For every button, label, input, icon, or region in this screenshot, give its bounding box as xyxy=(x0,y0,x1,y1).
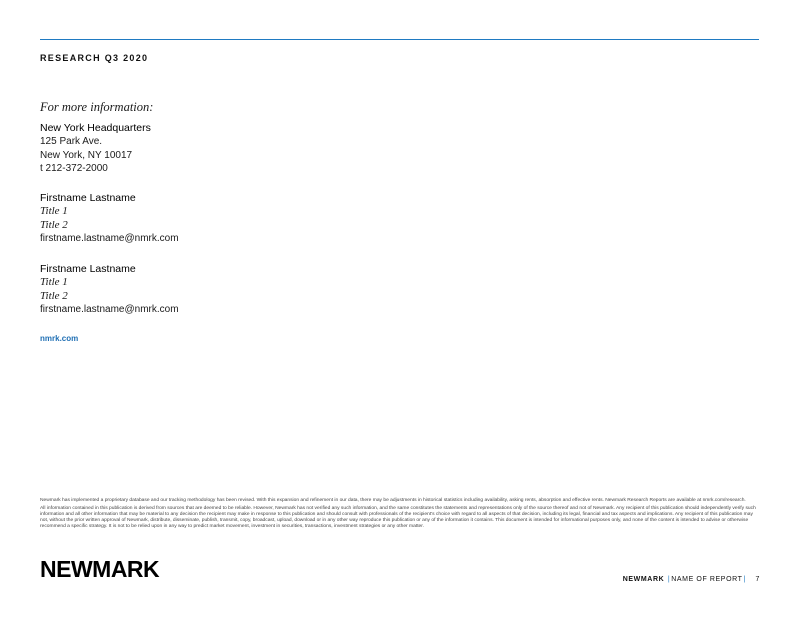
disclaimer-paragraph-2: All information contained in this publication is derived from sources that are deemed to be reliable. However, Newmark has not verified any such information, and the same constitutes the statements and representations only of the source thereof and not of Newmark. Any recipient of this publication should independently verify such information and all other information that may be material to any decision the recipient may make in response to this publication and should consult with professionals of the recipient's choice with regard to all aspects of that decision, including its legal, financial and tax aspects and implications. Any recipient of this publication may not, without the prior written approval of Newmark, distribute, disseminate, publish, transmit, copy, broadcast, upload, download or in any other way reproduce this publication or any of the information it contains. This document is intended for informational purposes only, and none of the content is intended to advise or otherwise recommend a specific strategy. It is not to be relied upon in any way to predict market movement, investment in securities, transactions, investment strategies or any other matter. xyxy=(40,505,756,529)
headquarters-block xyxy=(40,121,151,176)
report-header-label: RESEARCH Q3 2020 xyxy=(40,53,149,63)
top-divider xyxy=(40,39,759,40)
footer-bracket-open: | xyxy=(667,576,671,583)
contact-title-2: Title 2 xyxy=(40,289,68,302)
contact-name: Firstname Lastname xyxy=(40,192,136,204)
contact-card xyxy=(40,191,179,246)
contact-title-1: Title 1 xyxy=(40,276,68,288)
contact-email[interactable]: firstname.lastname@nmrk.com xyxy=(40,233,179,244)
contact-title-1: Title 1 xyxy=(40,205,68,217)
footer-brand: NEWMARK xyxy=(622,576,665,583)
website-link[interactable]: nmrk.com xyxy=(40,334,79,343)
disclaimer-text xyxy=(40,498,762,531)
footer-report-name: NAME OF REPORT xyxy=(671,576,743,583)
contact-name: Firstname Lastname xyxy=(40,263,136,275)
page-number: 7 xyxy=(755,576,760,583)
contact-card xyxy=(40,262,179,317)
headquarters-address-line1: 125 Park Ave. xyxy=(40,136,103,147)
footer-bracket-close: | xyxy=(743,576,746,583)
contact-email[interactable]: firstname.lastname@nmrk.com xyxy=(40,304,179,315)
disclaimer-paragraph-1: Newmark has implemented a proprietary database and our tracking methodology has been revised. With this expansion and refinement in our data, there may be adjustments in historical statistics including availability, asking rents, absorption and effective rents. Newmark Research Reports are available at nmrk.com/research. xyxy=(40,498,746,503)
headquarters-address-line2: New York, NY 10017 xyxy=(40,149,133,161)
more-info-heading: For more information: xyxy=(40,100,154,114)
headquarters-phone: t 212-372-2000 xyxy=(40,163,108,174)
newmark-logo: NEWMARK xyxy=(40,556,160,582)
headquarters-name: New York Headquarters xyxy=(40,122,151,134)
contact-title-2: Title 2 xyxy=(40,218,68,231)
page-footer xyxy=(623,576,760,583)
